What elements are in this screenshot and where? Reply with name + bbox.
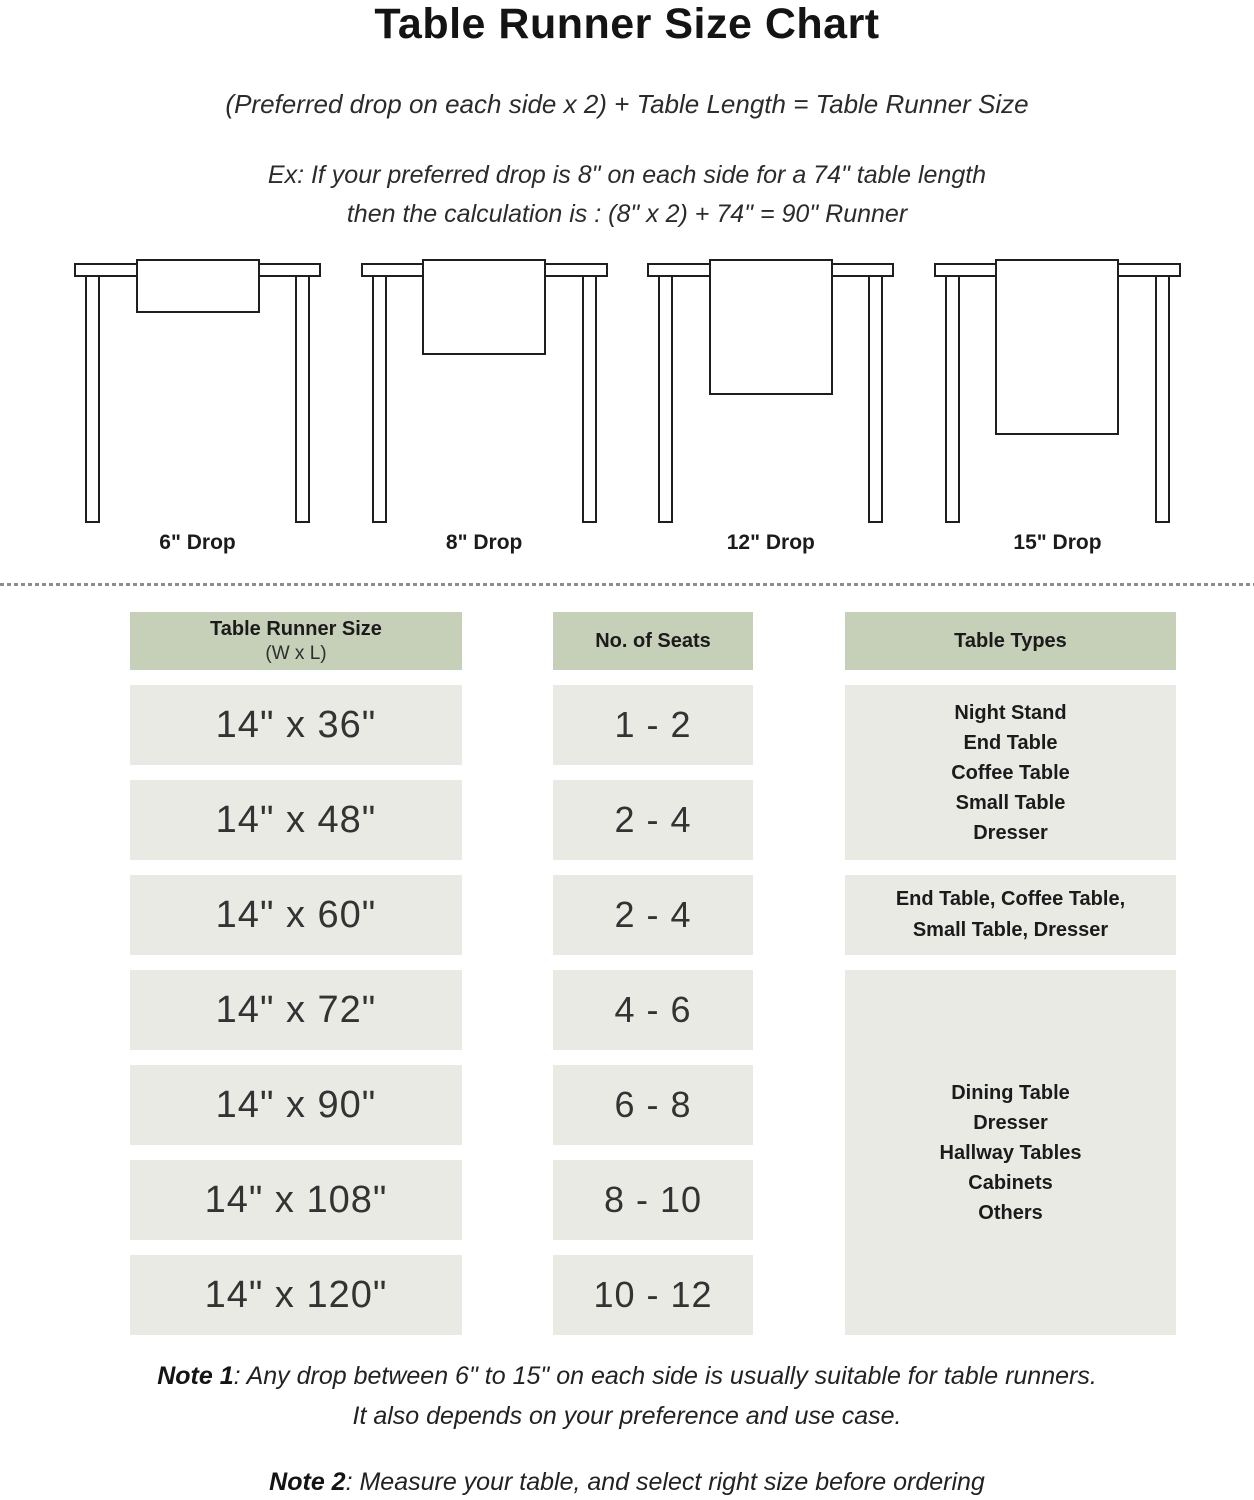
table-type-line: Small Table, Dresser [912, 919, 1109, 941]
runner-shape [422, 259, 546, 355]
dashed-divider [0, 583, 1254, 586]
example-line-1: Ex: If your preferred drop is 8" on each side for a 74" table length [267, 161, 987, 189]
drop-label-8in: 8" Drop [445, 531, 523, 554]
size-cell: 14" x 36" [130, 685, 462, 765]
note-1 [0, 1356, 1254, 1436]
table-leg-left [85, 275, 100, 523]
table-type-line: End Table [963, 731, 1058, 754]
table-leg-right [295, 275, 310, 523]
drop-illustration-15in [934, 259, 1181, 556]
column-table-types [845, 612, 1176, 1335]
note-1-text-line-1: : Any drop between 6" to 15" on each side is usually suitable for table runners. [233, 1362, 1097, 1390]
table-type-line: End Table, Coffee Table, [895, 888, 1126, 910]
column-header-size [130, 612, 462, 670]
drop-label-6in: 6" Drop [159, 531, 236, 554]
example-text [0, 156, 1254, 234]
drop-illustrations [0, 259, 1254, 556]
table-type-line: Hallway Tables [939, 1141, 1082, 1164]
drop-illustration-12in [647, 259, 894, 556]
table-type-line: Dresser [973, 1111, 1048, 1134]
column-runner-size [130, 612, 462, 1350]
seats-cell: 4 - 6 [553, 970, 753, 1050]
table-leg-right [582, 275, 597, 523]
seats-cell: 6 - 8 [553, 1065, 753, 1145]
size-cell: 14" x 48" [130, 780, 462, 860]
runner-shape [709, 259, 833, 395]
table-types-group-large [845, 970, 1176, 1335]
table-drawing-15in [934, 259, 1181, 521]
table-drawing-12in [647, 259, 894, 521]
note-1-text-line-2: It also depends on your preference and use case. [352, 1402, 902, 1430]
note-2-label: Note 2 [269, 1468, 346, 1496]
table-leg-left [945, 275, 960, 523]
drop-label-15in: 15" Drop [1013, 531, 1102, 554]
table-type-line: Dining Table [951, 1081, 1070, 1104]
runner-shape [136, 259, 260, 313]
header-size-title: Table Runner Size [210, 618, 382, 640]
size-cell: 14" x 120" [130, 1255, 462, 1335]
note-1-label: Note 1 [157, 1362, 234, 1390]
seats-cell: 2 - 4 [553, 875, 753, 955]
table-type-line: Coffee Table [951, 761, 1070, 784]
column-header-seats [553, 612, 753, 670]
size-cell: 14" x 72" [130, 970, 462, 1050]
seats-cell: 1 - 2 [553, 685, 753, 765]
page-title: Table Runner Size Chart [374, 0, 880, 48]
table-type-line: Dresser [973, 821, 1048, 844]
drop-illustration-6in [74, 259, 321, 556]
table-leg-right [868, 275, 883, 523]
table-drawing-8in [361, 259, 608, 521]
size-cell: 14" x 90" [130, 1065, 462, 1145]
header-size-subtitle: (W x L) [265, 643, 327, 664]
runner-shape [995, 259, 1119, 435]
size-cell: 14" x 60" [130, 875, 462, 955]
note-2 [0, 1462, 1254, 1500]
note-2-text: : Measure your table, and select right size before ordering [345, 1468, 985, 1496]
table-type-line: Cabinets [968, 1171, 1053, 1194]
table-leg-left [372, 275, 387, 523]
seats-cell: 8 - 10 [553, 1160, 753, 1240]
table-type-line: Others [978, 1201, 1043, 1224]
drop-label-12in: 12" Drop [726, 531, 815, 554]
column-seats [553, 612, 753, 1350]
seats-cell: 10 - 12 [553, 1255, 753, 1335]
table-types-group-medium [845, 875, 1176, 955]
table-drawing-6in [74, 259, 321, 521]
table-type-line: Small Table [955, 791, 1066, 814]
example-line-2: then the calculation is : (8" x 2) + 74" = 90" Runner [346, 200, 908, 228]
column-header-types [845, 612, 1176, 670]
seats-cell: 2 - 4 [553, 780, 753, 860]
formula-text: (Preferred drop on each side x 2) + Table Length = Table Runner Size [225, 89, 1029, 119]
size-cell: 14" x 108" [130, 1160, 462, 1240]
header-types-title: Table Types [954, 629, 1067, 652]
table-leg-left [658, 275, 673, 523]
header-seats-title: No. of Seats [595, 629, 711, 652]
table-types-group-small [845, 685, 1176, 860]
table-leg-right [1155, 275, 1170, 523]
table-type-line: Night Stand [954, 701, 1067, 724]
drop-illustration-8in [361, 259, 608, 556]
